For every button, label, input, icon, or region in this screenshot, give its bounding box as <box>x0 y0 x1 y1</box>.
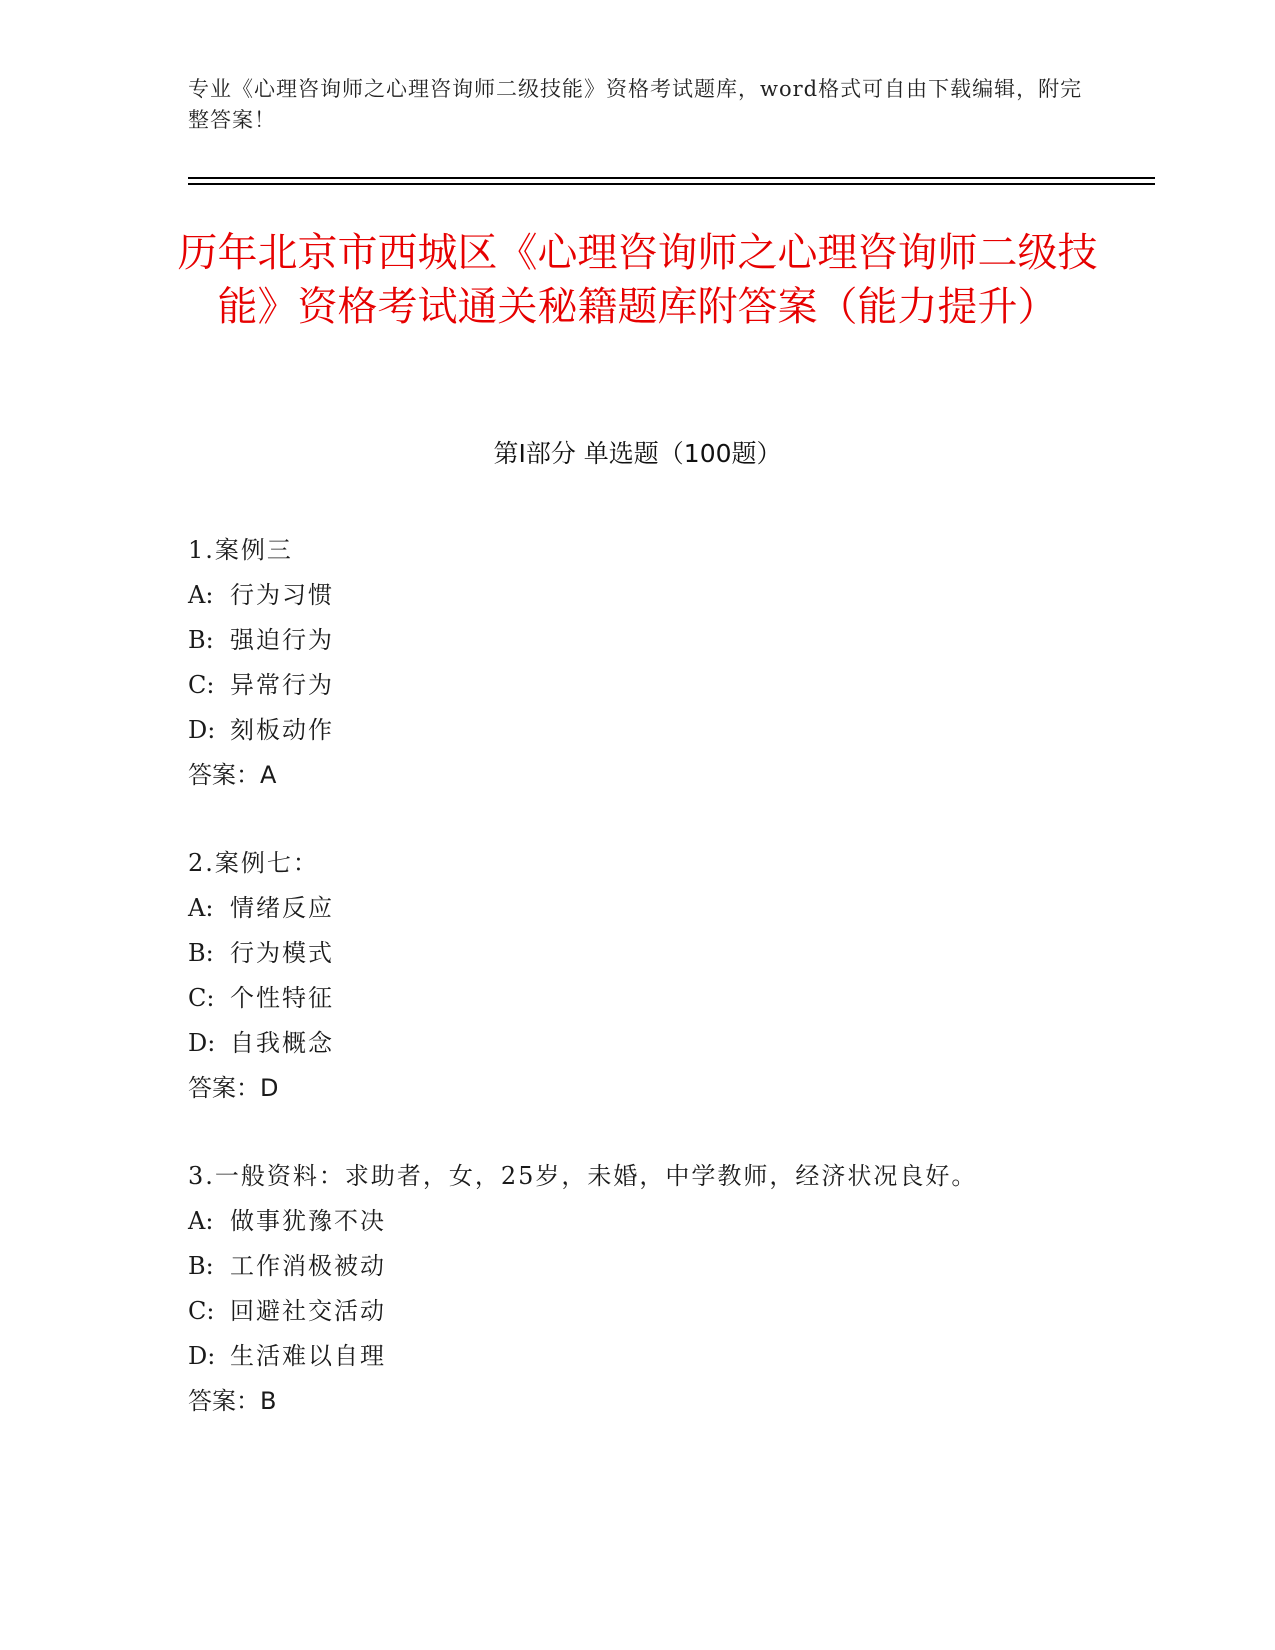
option-d <box>188 1334 1138 1379</box>
option-b <box>188 1244 1138 1289</box>
option-a <box>188 573 1138 618</box>
option-text: 生活难以自理 <box>230 1342 386 1370</box>
option-letter: A: <box>188 1207 214 1235</box>
option-text: 工作消极被动 <box>230 1252 386 1280</box>
option-a <box>188 886 1138 931</box>
option-letter: D: <box>188 716 216 744</box>
option-letter: C: <box>188 1297 215 1325</box>
option-text: 情绪反应 <box>230 894 334 922</box>
option-a <box>188 1199 1138 1244</box>
option-letter: A: <box>188 894 214 922</box>
option-letter: D: <box>188 1029 216 1057</box>
document-title: 历年北京市西城区《心理咨询师之心理咨询师二级技能》资格考试通关秘籍题库附答案（能力提升） <box>177 230 1098 330</box>
option-c <box>188 1289 1138 1334</box>
question-list <box>188 528 1138 1467</box>
option-letter: C: <box>188 671 215 699</box>
header-divider-bottom <box>188 183 1155 185</box>
option-text: 强迫行为 <box>230 626 334 654</box>
option-c <box>188 663 1138 708</box>
option-c <box>188 976 1138 1021</box>
option-letter: B: <box>188 626 214 654</box>
option-letter: A: <box>188 581 214 609</box>
header-divider-top <box>188 177 1155 179</box>
question-1 <box>188 528 1138 798</box>
section-title: 第I部分 单选题（100题） <box>493 439 782 468</box>
option-d <box>188 708 1138 753</box>
question-2 <box>188 841 1138 1111</box>
question-stem: 3.一般资料：求助者，女，25岁，未婚，中学教师，经济状况良好。 <box>188 1162 978 1190</box>
option-text: 个性特征 <box>230 984 334 1012</box>
option-text: 做事犹豫不决 <box>230 1207 386 1235</box>
option-text: 刻板动作 <box>230 716 334 744</box>
option-letter: B: <box>188 1252 214 1280</box>
option-b <box>188 618 1138 663</box>
option-d <box>188 1021 1138 1066</box>
answer-line: 答案：D <box>188 1074 279 1102</box>
header-note: 专业《心理咨询师之心理咨询师二级技能》资格考试题库，word格式可自由下载编辑，附完整答案！ <box>188 77 1083 132</box>
option-text: 行为习惯 <box>230 581 334 609</box>
option-text: 回避社交活动 <box>230 1297 386 1325</box>
option-text: 异常行为 <box>230 671 334 699</box>
option-letter: C: <box>188 984 215 1012</box>
option-b <box>188 931 1138 976</box>
option-letter: D: <box>188 1342 216 1370</box>
question-3 <box>188 1154 1138 1424</box>
question-stem: 2.案例七： <box>188 849 319 877</box>
answer-line: 答案：A <box>188 761 277 789</box>
option-letter: B: <box>188 939 214 967</box>
option-text: 行为模式 <box>230 939 334 967</box>
answer-line: 答案：B <box>188 1387 277 1415</box>
option-text: 自我概念 <box>230 1029 334 1057</box>
question-stem: 1.案例三 <box>188 536 293 564</box>
